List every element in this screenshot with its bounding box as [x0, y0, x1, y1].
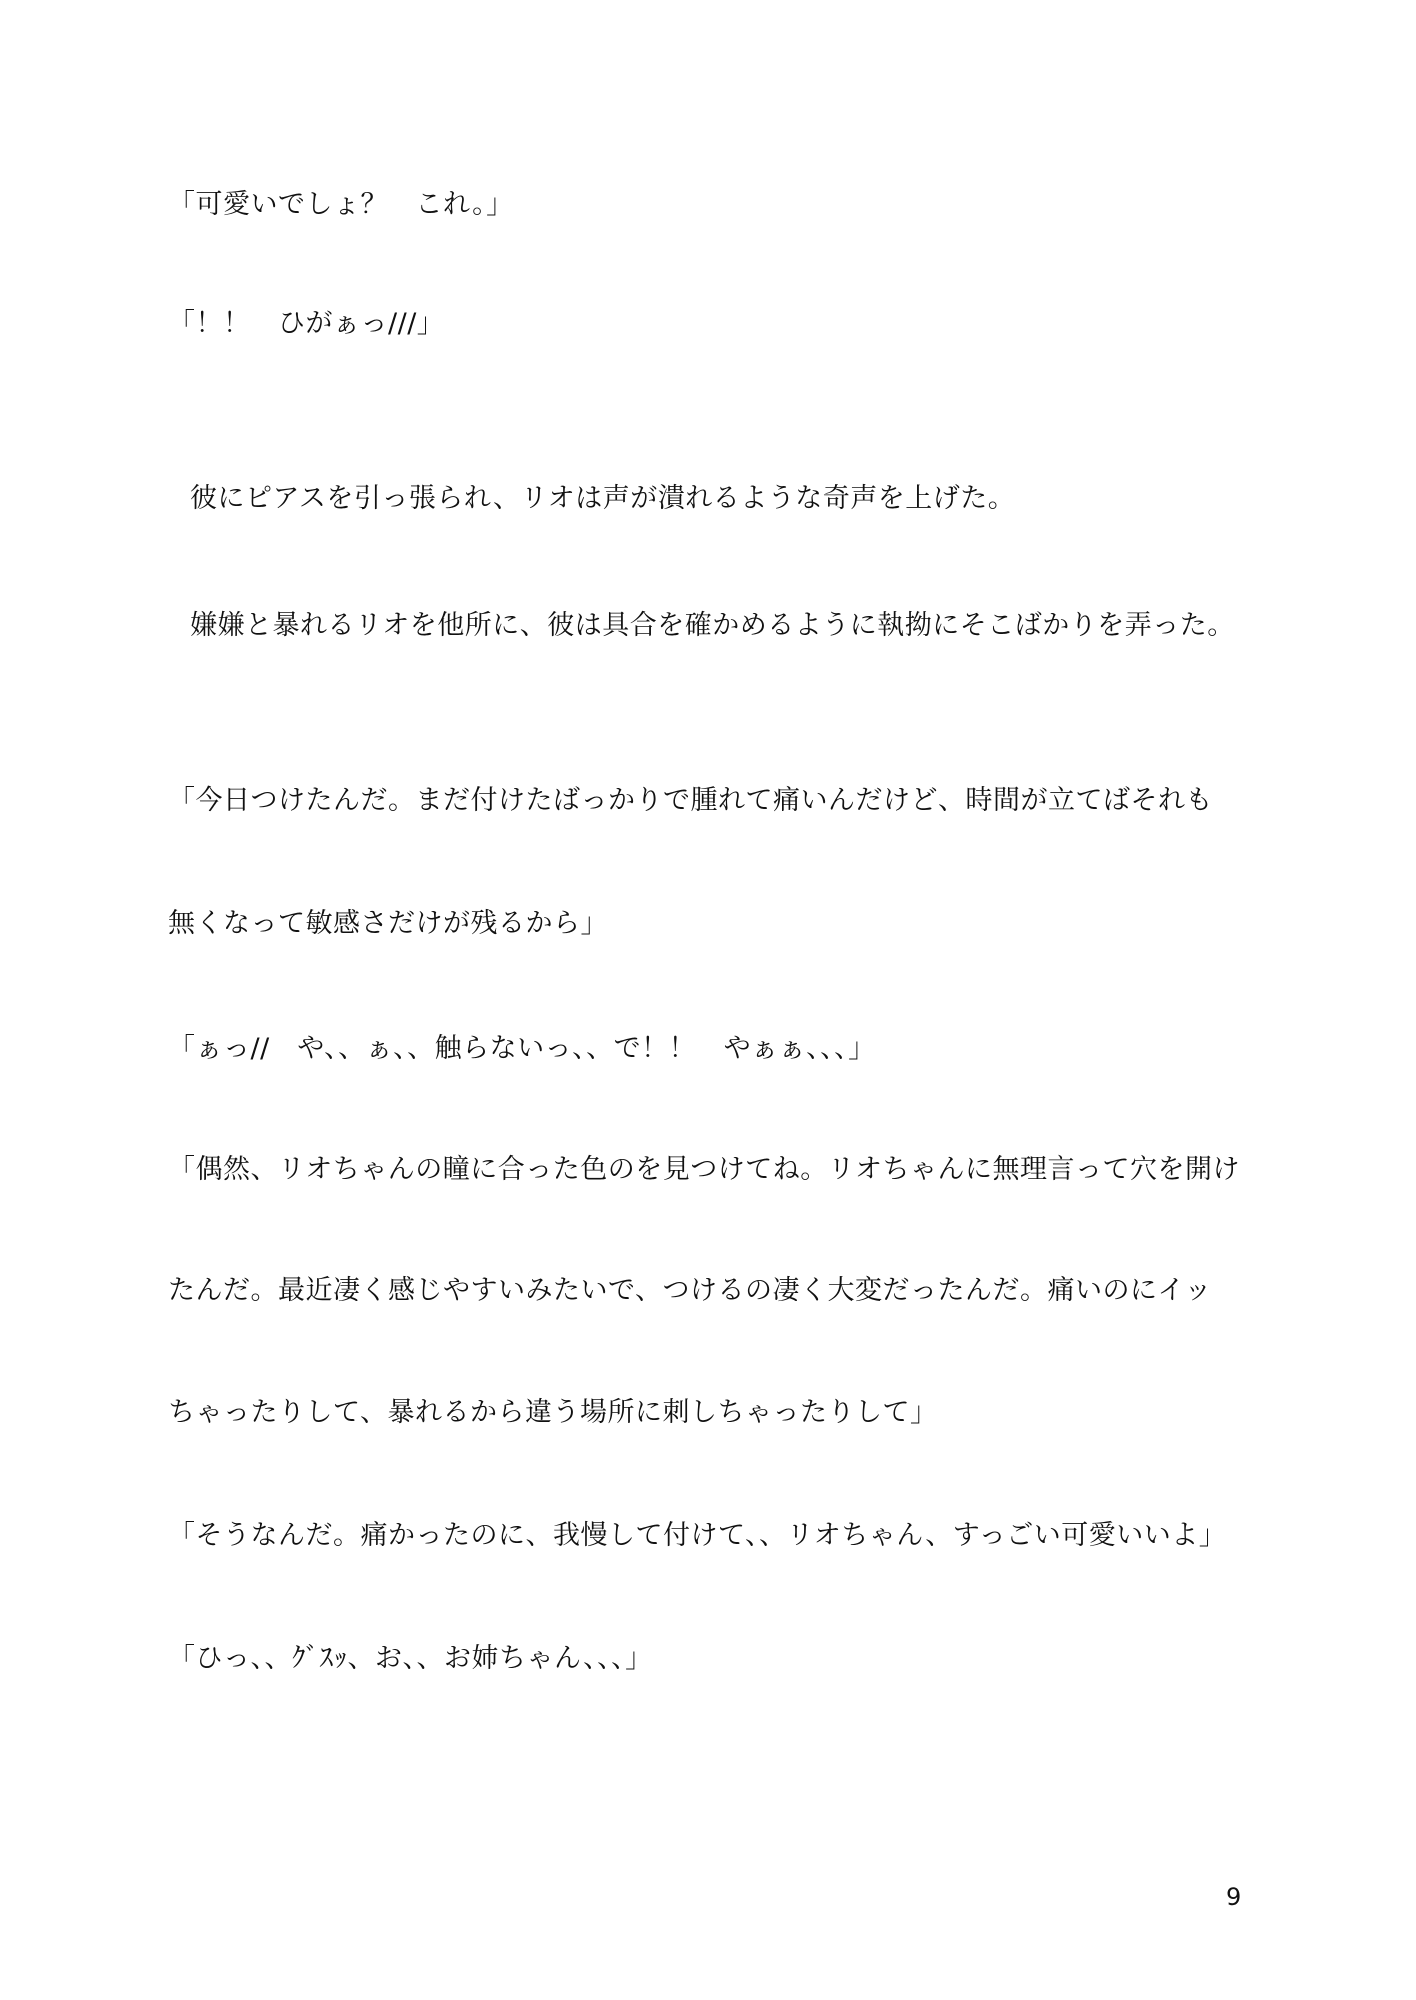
text-line-6: 無くなって敏感さだけが残るから」: [168, 908, 608, 939]
text-line-12: 「ひっ、、ｸﾞｽｯ、お、、お姉ちゃん、、、」: [168, 1643, 653, 1674]
text-line-8: 「偶然、リオちゃんの瞳に合った色のを見つけてね。リオちゃんに無理言って穴を開け: [168, 1154, 1240, 1185]
page-number: 9: [1226, 1883, 1242, 1911]
text-line-5: 「今日つけたんだ。まだ付けたばっかりで腫れて痛いんだけど、時間が立てばそれも: [168, 785, 1213, 816]
text-line-1: 「可愛いでしょ？ これ。」: [168, 189, 514, 220]
text-line-9: たんだ。最近凄く感じやすいみたいで、つけるの凄く大変だったんだ。痛いのにイッ: [168, 1275, 1212, 1306]
text-line-2: 「！！ ひがぁっ///」: [168, 308, 445, 339]
text-line-7: 「ぁっ// や、、ぁ、、触らないっ、、で！！ やぁぁ、、、」: [168, 1033, 876, 1064]
text-line-3: 彼にピアスを引っ張られ、リオは声が潰れるような奇声を上げた。: [190, 483, 1016, 514]
text-line-10: ちゃったりして、暴れるから違う場所に刺しちゃったりして」: [168, 1397, 938, 1428]
text-line-11: 「そうなんだ。痛かったのに、我慢して付けて、、リオちゃん、すっごい可愛いいよ」: [168, 1520, 1227, 1551]
text-line-4: 嫌嫌と暴れるリオを他所に、彼は具合を確かめるように執拗にそこばかりを弄った。: [190, 610, 1235, 641]
